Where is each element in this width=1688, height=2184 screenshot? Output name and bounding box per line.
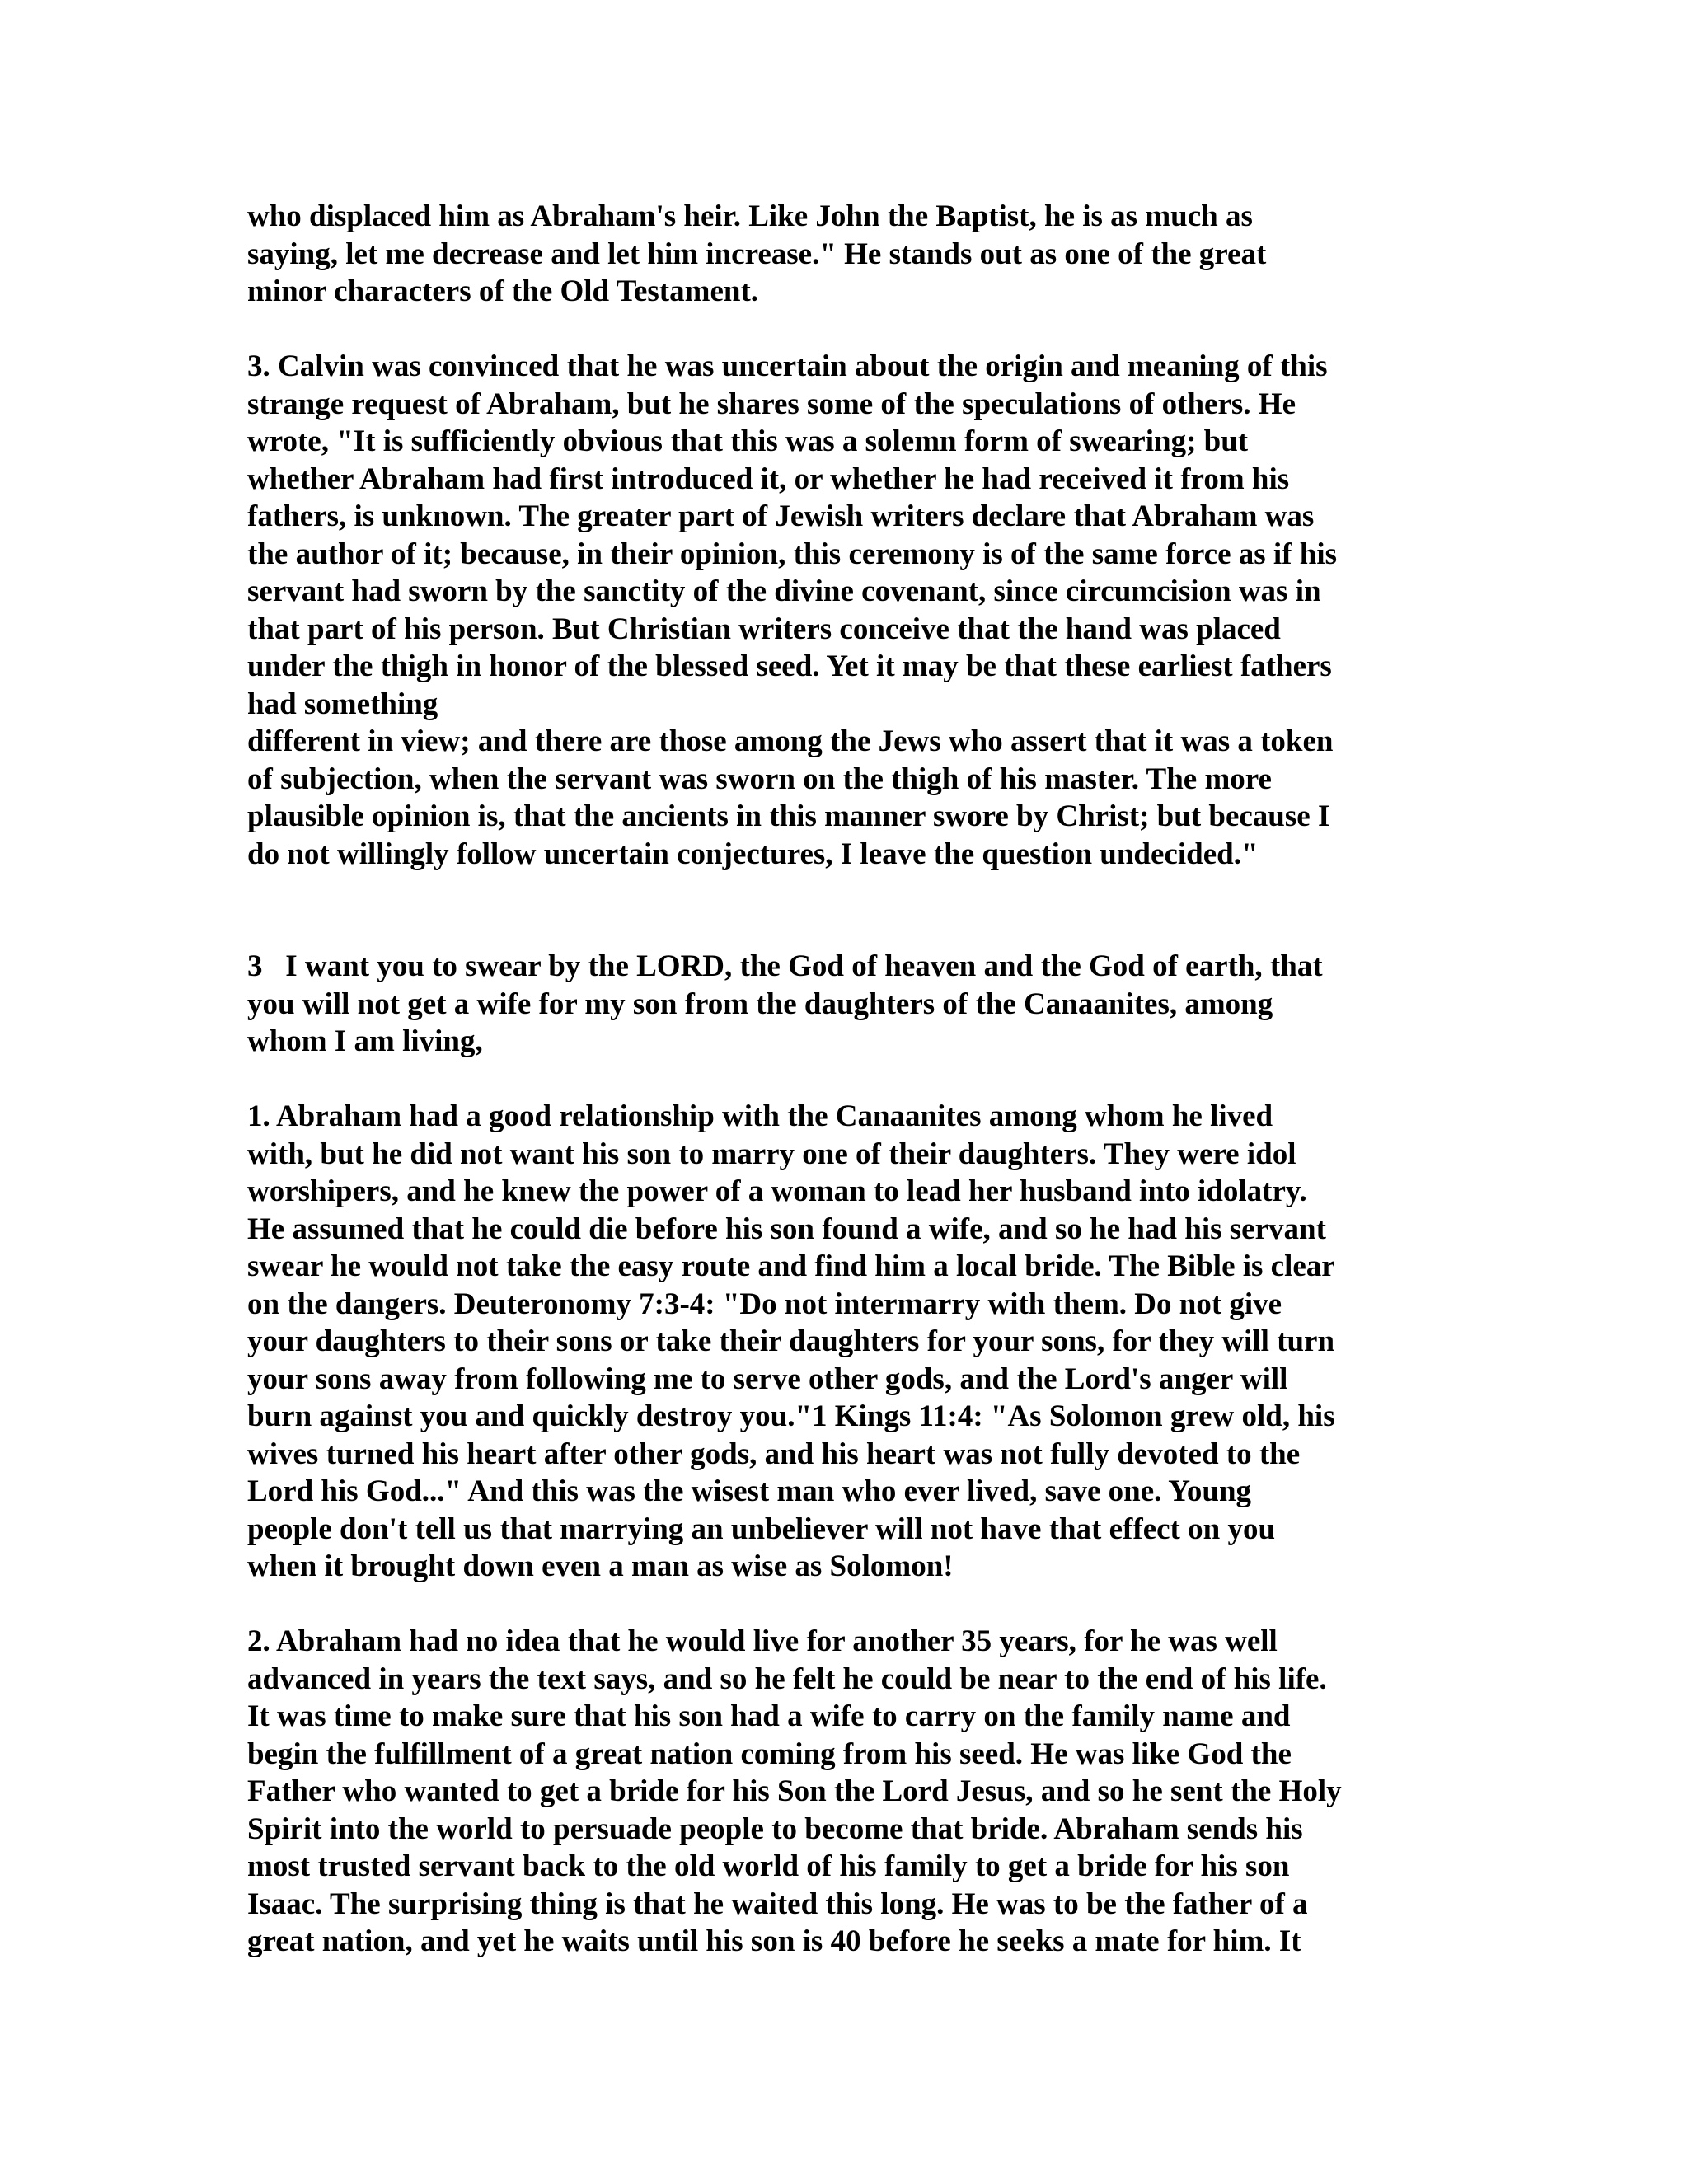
text-line: swear he would not take the easy route and find him a local bride. The Bible is clear [247, 1249, 1335, 1283]
text-line: Spirit into the world to persuade people to become that bride. Abraham sends his [247, 1811, 1303, 1846]
text-line: plausible opinion is, that the ancients in this manner swore by Christ; but because I [247, 799, 1330, 833]
text-line: your daughters to their sons or take their daughters for your sons, for they will turn [247, 1324, 1335, 1358]
text-line: servant had sworn by the sanctity of the divine covenant, since circumcision was in [247, 574, 1321, 608]
text-line: advanced in years the text says, and so he felt he could be near to the end of his life. [247, 1661, 1327, 1696]
paragraph-spacer [247, 1061, 1451, 1099]
text-line: wrote, "It is sufficiently obvious that this was a solemn form of swearing; but [247, 424, 1249, 458]
text-line: great nation, and yet he waits until his son is 40 before he seeks a mate for him. It [247, 1924, 1301, 1958]
text-line: Isaac. The surprising thing is that he waited this long. He was to be the father of a [247, 1886, 1308, 1921]
verse-3 [247, 948, 1451, 1061]
paragraph-calvin-quote [247, 348, 1451, 873]
text-line: burn against you and quickly destroy you."1 Kings 11:4: "As Solomon grew old, his [247, 1399, 1335, 1433]
text-line: most trusted servant back to the old world of his family to get a bride for his son [247, 1849, 1290, 1883]
text-line: 3. Calvin was convinced that he was uncertain about the origin and meaning of this [247, 349, 1328, 383]
text-line: minor characters of the Old Testament. [247, 274, 759, 308]
document-page [247, 198, 1451, 1961]
text-line: begin the fulfillment of a great nation coming from his seed. He was like God the [247, 1736, 1292, 1771]
text-line: Lord his God..." And this was the wisest man who ever lived, save one. Young [247, 1474, 1252, 1508]
text-line: had something [247, 687, 438, 721]
text-line: 3 I want you to swear by the LORD, the God of heaven and the God of earth, that [247, 949, 1323, 983]
text-line: saying, let me decrease and let him increase." He stands out as one of the great [247, 237, 1267, 271]
text-line: under the thigh in honor of the blessed seed. Yet it may be that these earliest fathers [247, 649, 1332, 683]
text-line: Father who wanted to get a bride for his Son the Lord Jesus, and so he sent the Holy [247, 1774, 1342, 1808]
section-spacer [247, 873, 1451, 948]
text-line: people don't tell us that marrying an unbeliever will not have that effect on you [247, 1511, 1276, 1546]
text-line: your sons away from following me to serve other gods, and the Lord's anger will [247, 1361, 1288, 1396]
text-line: the author of it; because, in their opinion, this ceremony is of the same force as if his [247, 537, 1338, 571]
text-line: whom I am living, [247, 1024, 483, 1058]
text-line: that part of his person. But Christian writers conceive that the hand was placed [247, 612, 1281, 646]
paragraph-spacer [247, 1586, 1451, 1624]
text-line: do not willingly follow uncertain conjectures, I leave the question undecided." [247, 837, 1259, 871]
text-line: different in view; and there are those among the Jews who assert that it was a token [247, 724, 1334, 758]
paragraph-abraham-age [247, 1623, 1451, 1961]
text-line: worshipers, and he knew the power of a woman to lead her husband into idolatry. [247, 1174, 1307, 1208]
text-line: of subjection, when the servant was sworn on the thigh of his master. The more [247, 762, 1272, 796]
text-line: He assumed that he could die before his son found a wife, and so he had his servant [247, 1212, 1326, 1246]
text-line: strange request of Abraham, but he shares some of the speculations of others. He [247, 387, 1296, 421]
text-line: It was time to make sure that his son had a wife to carry on the family name and [247, 1699, 1291, 1733]
text-line: 2. Abraham had no idea that he would live for another 35 years, for he was well [247, 1624, 1278, 1658]
paragraph-canaanites [247, 1098, 1451, 1586]
text-line: 1. Abraham had a good relationship with the Canaanites among whom he lived [247, 1099, 1273, 1133]
text-line: you will not get a wife for my son from the daughters of the Canaanites, among [247, 987, 1273, 1021]
text-line: wives turned his heart after other gods, and his heart was not fully devoted to the [247, 1436, 1301, 1471]
text-line: whether Abraham had first introduced it, or whether he had received it from his [247, 462, 1290, 496]
text-line: fathers, is unknown. The greater part of Jewish writers declare that Abraham was [247, 499, 1315, 533]
text-line: with, but he did not want his son to marry one of their daughters. They were idol [247, 1137, 1296, 1171]
text-line: who displaced him as Abraham's heir. Like John the Baptist, he is as much as [247, 199, 1253, 233]
text-line: on the dangers. Deuteronomy 7:3-4: "Do not intermarry with them. Do not give [247, 1286, 1282, 1321]
paragraph-isaac-heir [247, 198, 1451, 311]
text-line: when it brought down even a man as wise as Solomon! [247, 1549, 954, 1583]
paragraph-spacer [247, 311, 1451, 349]
